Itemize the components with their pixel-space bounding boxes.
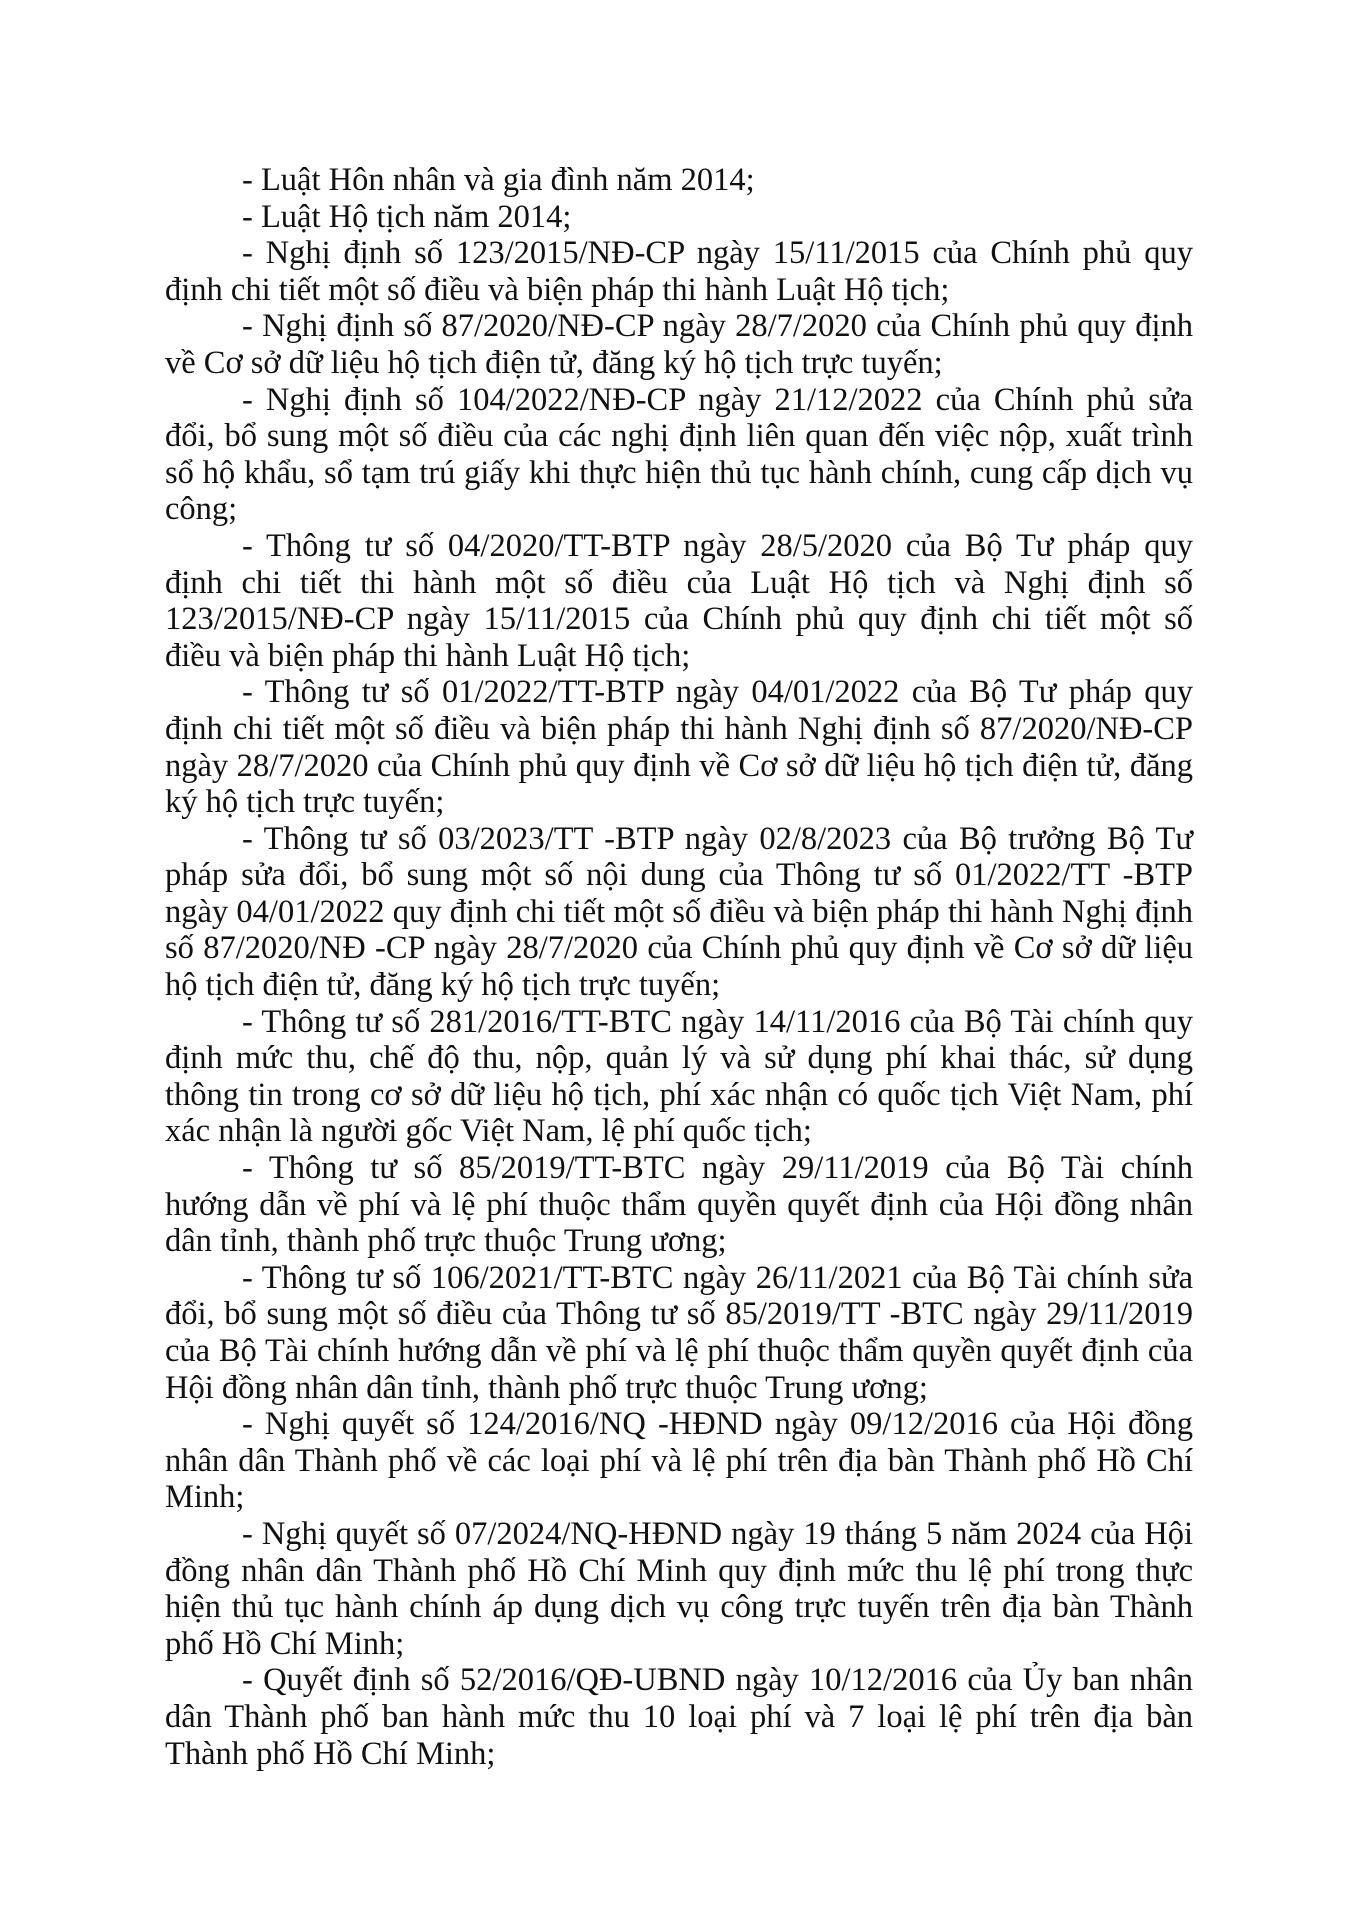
paragraph-decree-104-2022: - Nghị định số 104/2022/NĐ-CP ngày 21/12/2022 của Chính phủ sửa đổi, bổ sung một số điều của các nghị định liên quan đến việc nộp, xuất trình sổ hộ khẩu, sổ tạm trú giấy khi thực hiện thủ tục hành chính, cung cấp dịch vụ công; — [165, 381, 1193, 528]
paragraph-circular-03-2023: - Thông tư số 03/2023/TT -BTP ngày 02/8/2023 của Bộ trưởng Bộ Tư pháp sửa đổi, bổ sung một số nội dung của Thông tư số 01/2022/TT -BTP ngày 04/01/2022 quy định chi tiết một số điều và biện pháp thi hành Nghị định số 87/2020/NĐ -CP ngày 28/7/2020 của Chính phủ quy định về Cơ sở dữ liệu hộ tịch điện tử, đăng ký hộ tịch trực tuyến; — [165, 820, 1193, 1004]
paragraph-circular-04-2020: - Thông tư số 04/2020/TT-BTP ngày 28/5/2020 của Bộ Tư pháp quy định chi tiết thi hành một số điều của Luật Hộ tịch và Nghị định số 123/2015/NĐ-CP ngày 15/11/2015 của Chính phủ quy định chi tiết một số điều và biện pháp thi hành Luật Hộ tịch; — [165, 527, 1193, 674]
legal-basis-list — [165, 162, 1193, 1772]
paragraph-circular-01-2022: - Thông tư số 01/2022/TT-BTP ngày 04/01/2022 của Bộ Tư pháp quy định chi tiết một số điều và biện pháp thi hành Nghị định số 87/2020/NĐ-CP ngày 28/7/2020 của Chính phủ quy định về Cơ sở dữ liệu hộ tịch điện tử, đăng ký hộ tịch trực tuyến; — [165, 674, 1193, 821]
paragraph-decision-52-2016: - Quyết định số 52/2016/QĐ-UBND ngày 10/12/2016 của Ủy ban nhân dân Thành phố ban hành mức thu 10 loại phí và 7 loại lệ phí trên địa bàn Thành phố Hồ Chí Minh; — [165, 1662, 1193, 1772]
paragraph-circular-85-2019: - Thông tư số 85/2019/TT-BTC ngày 29/11/2019 của Bộ Tài chính hướng dẫn về phí và lệ phí thuộc thẩm quyền quyết định của Hội đồng nhân dân tỉnh, thành phố trực thuộc Trung ương; — [165, 1150, 1193, 1260]
paragraph-marriage-law: - Luật Hôn nhân và gia đình năm 2014; — [242, 162, 755, 198]
paragraph-circular-281-2016: - Thông tư số 281/2016/TT-BTC ngày 14/11/2016 của Bộ Tài chính quy định mức thu, chế độ thu, nộp, quản lý và sử dụng phí khai thác, sử dụng thông tin trong cơ sở dữ liệu hộ tịch, phí xác nhận có quốc tịch Việt Nam, phí xác nhận là người gốc Việt Nam, lệ phí quốc tịch; — [165, 1003, 1193, 1150]
paragraph-decree-123-2015: - Nghị định số 123/2015/NĐ-CP ngày 15/11/2015 của Chính phủ quy định chi tiết một số điều và biện pháp thi hành Luật Hộ tịch; — [165, 235, 1193, 308]
paragraph-circular-106-2021: - Thông tư số 106/2021/TT-BTC ngày 26/11/2021 của Bộ Tài chính sửa đổi, bổ sung một số điều của Thông tư số 85/2019/TT -BTC ngày 29/11/2019 của Bộ Tài chính hướng dẫn về phí và lệ phí thuộc thẩm quyền quyết định của Hội đồng nhân dân tỉnh, thành phố trực thuộc Trung ương; — [165, 1259, 1193, 1406]
paragraph-resolution-07-2024: - Nghị quyết số 07/2024/NQ-HĐND ngày 19 tháng 5 năm 2024 của Hội đồng nhân dân Thành phố Hồ Chí Minh quy định mức thu lệ phí trong thực hiện thủ tục hành chính áp dụng dịch vụ công trực tuyến trên địa bàn Thành phố Hồ Chí Minh; — [165, 1515, 1193, 1662]
paragraph-civil-status-law: - Luật Hộ tịch năm 2014; — [242, 198, 572, 235]
paragraph-resolution-124-2016: - Nghị quyết số 124/2016/NQ -HĐND ngày 09/12/2016 của Hội đồng nhân dân Thành phố về các loại phí và lệ phí trên địa bàn Thành phố Hồ Chí Minh; — [165, 1406, 1193, 1516]
paragraph-decree-87-2020: - Nghị định số 87/2020/NĐ-CP ngày 28/7/2020 của Chính phủ quy định về Cơ sở dữ liệu hộ tịch điện tử, đăng ký hộ tịch trực tuyến; — [165, 308, 1193, 381]
